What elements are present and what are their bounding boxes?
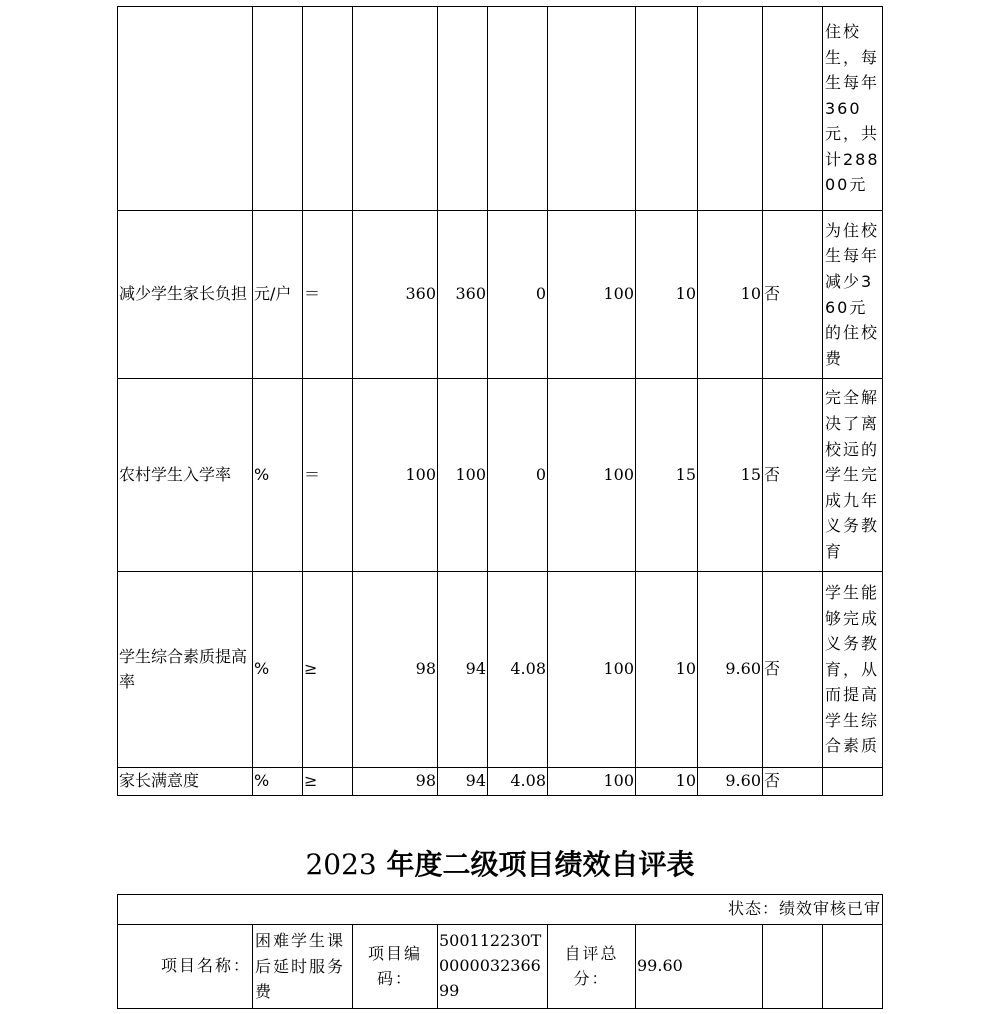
deviation-value (488, 7, 548, 211)
page-title (0, 843, 1000, 883)
indicator-name: 农村学生入学率 (118, 379, 253, 572)
weight-value (636, 7, 698, 211)
actual-value: 360 (438, 211, 488, 379)
indicator-name (118, 7, 253, 211)
table-row (118, 572, 883, 768)
weight-value: 10 (636, 211, 698, 379)
table-row (118, 211, 883, 379)
self-score-value: 99.60 (636, 925, 763, 1009)
operator-cell: ≥ (303, 768, 353, 796)
corrected-flag: 否 (763, 379, 823, 572)
score-rate: 100 (548, 211, 636, 379)
unit-cell: 元/户 (253, 211, 303, 379)
actual-value (438, 7, 488, 211)
unit-cell: % (253, 768, 303, 796)
score-value: 9.60 (698, 572, 763, 768)
unit-cell (253, 7, 303, 211)
weight-value: 10 (636, 768, 698, 796)
empty-cell (763, 925, 823, 1009)
operator-cell: ＝ (303, 379, 353, 572)
corrected-flag: 否 (763, 211, 823, 379)
deviation-value: 4.08 (488, 572, 548, 768)
weight-value: 10 (636, 572, 698, 768)
score-value (698, 7, 763, 211)
indicator-name: 减少学生家长负担 (118, 211, 253, 379)
score-value: 10 (698, 211, 763, 379)
indicator-name: 学生综合素质提高率 (118, 572, 253, 768)
target-value (353, 7, 438, 211)
weight-value: 15 (636, 379, 698, 572)
unit-cell: % (253, 379, 303, 572)
corrected-flag: 否 (763, 572, 823, 768)
title-year: 2023 (305, 848, 377, 881)
score-value: 9.60 (698, 768, 763, 796)
table-row (118, 768, 883, 796)
target-value: 360 (353, 211, 438, 379)
remark-cell: 住校生，每生每年360元，共计28800元 (823, 7, 883, 211)
score-rate: 100 (548, 572, 636, 768)
operator-cell: ＝ (303, 211, 353, 379)
target-value: 98 (353, 572, 438, 768)
table-row (118, 379, 883, 572)
score-rate (548, 7, 636, 211)
score-value: 15 (698, 379, 763, 572)
operator-cell: ≥ (303, 572, 353, 768)
score-rate: 100 (548, 379, 636, 572)
project-name-label: 项目名称： (118, 925, 253, 1009)
table-row (118, 7, 883, 211)
title-text: 年度二级项目绩效自评表 (386, 848, 695, 881)
deviation-value: 0 (488, 211, 548, 379)
actual-value: 100 (438, 379, 488, 572)
project-code-label: 项目编码： (353, 925, 438, 1009)
indicator-name: 家长满意度 (118, 768, 253, 796)
empty-cell (823, 925, 883, 1009)
corrected-flag: 否 (763, 768, 823, 796)
actual-value: 94 (438, 768, 488, 796)
self-score-label: 自评总分： (548, 925, 636, 1009)
remark-cell: 学生能够完成义务教育，从而提高学生综合素质 (823, 572, 883, 768)
corrected-flag (763, 7, 823, 211)
project-info-table (117, 894, 883, 1009)
actual-value: 94 (438, 572, 488, 768)
unit-cell: % (253, 572, 303, 768)
remark-cell: 为住校生每年减少360元的住校费 (823, 211, 883, 379)
indicator-table (117, 6, 883, 796)
remark-cell (823, 768, 883, 796)
status-text: 状态：绩效审核已审 (118, 895, 883, 925)
target-value: 100 (353, 379, 438, 572)
deviation-value: 4.08 (488, 768, 548, 796)
operator-cell (303, 7, 353, 211)
remark-cell: 完全解决了离校远的学生完成九年义务教育 (823, 379, 883, 572)
deviation-value: 0 (488, 379, 548, 572)
target-value: 98 (353, 768, 438, 796)
score-rate: 100 (548, 768, 636, 796)
project-name-value: 困难学生课后延时服务费 (253, 925, 353, 1009)
project-code-value: 500112230T000003236699 (438, 925, 548, 1009)
